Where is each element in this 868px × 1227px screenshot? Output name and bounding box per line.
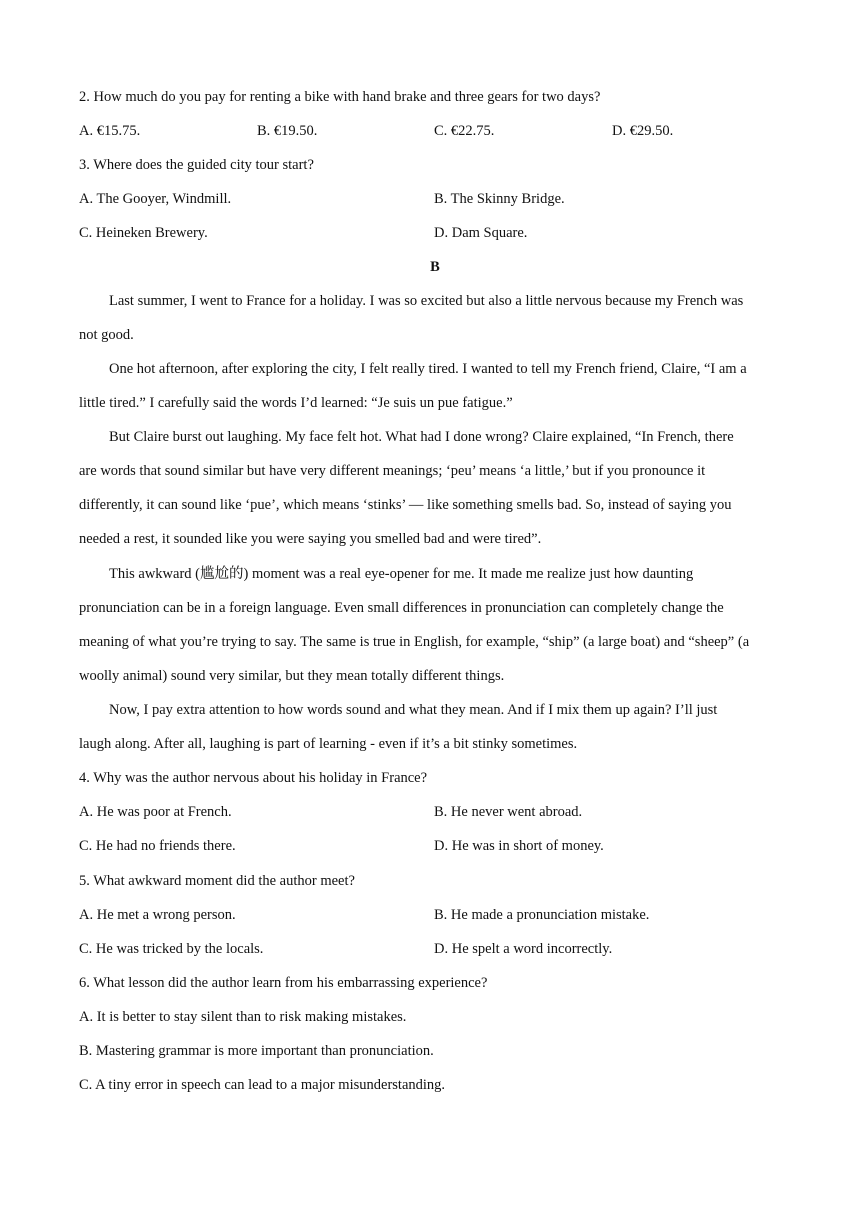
passage-line: One hot afternoon, after exploring the city, I felt really tired. I wanted to tell my French friend, Claire, “I am a (109, 361, 747, 377)
q5-option-a: A. He met a wrong person. (79, 907, 236, 923)
passage-line: Last summer, I went to France for a holiday. I was so excited but also a little nervous because my French was (109, 293, 744, 309)
q3-option-d: D. Dam Square. (434, 225, 528, 241)
q4-option-c: C. He had no friends there. (79, 838, 236, 854)
q2-option-a: A. €15.75. (79, 123, 141, 139)
q2-option-b: B. €19.50. (257, 123, 318, 139)
passage-line: Now, I pay extra attention to how words sound and what they mean. And if I mix them up again? I’ll just (109, 702, 718, 718)
passage-line: meaning of what you’re trying to say. The same is true in English, for example, “ship” (a large boat) and “sheep” (a (79, 634, 750, 650)
q6-option-c: C. A tiny error in speech can lead to a major misunderstanding. (79, 1077, 446, 1093)
q3-option-b: B. The Skinny Bridge. (434, 191, 565, 207)
q2-option-c: C. €22.75. (434, 123, 495, 139)
question-3: 3. Where does the guided city tour start? (79, 157, 314, 173)
passage-line: pronunciation can be in a foreign language. Even small differences in pronunciation can completely change the (79, 600, 724, 616)
passage-line: woolly animal) sound very similar, but they mean totally different things. (79, 668, 505, 684)
q5-option-c: C. He was tricked by the locals. (79, 941, 264, 957)
q3-option-a: A. The Gooyer, Windmill. (79, 191, 232, 207)
passage-line: But Claire burst out laughing. My face felt hot. What had I done wrong? Claire explained, “In French, there (109, 429, 734, 445)
q4-option-a: A. He was poor at French. (79, 804, 232, 820)
section-b-heading: B (430, 259, 440, 275)
passage-line: little tired.” I carefully said the words I’d learned: “Je suis un pue fatigue.” (79, 395, 513, 411)
q4-option-d: D. He was in short of money. (434, 838, 604, 854)
passage-line: laugh along. After all, laughing is part of learning - even if it’s a bit stinky sometimes. (79, 736, 578, 752)
q5-option-d: D. He spelt a word incorrectly. (434, 941, 613, 957)
q4-option-b: B. He never went abroad. (434, 804, 583, 820)
question-6: 6. What lesson did the author learn from his embarrassing experience? (79, 975, 488, 991)
q5-option-b: B. He made a pronunciation mistake. (434, 907, 650, 923)
passage-line: This awkward (尴尬的) moment was a real eye-opener for me. It made me realize just how daunting (109, 566, 694, 582)
passage-line: needed a rest, it sounded like you were saying you smelled bad and were tired”. (79, 531, 542, 547)
q6-option-a: A. It is better to stay silent than to risk making mistakes. (79, 1009, 407, 1025)
passage-line: differently, it can sound like ‘pue’, which means ‘stinks’ — like something smells bad. So, instead of saying you (79, 497, 732, 513)
question-5: 5. What awkward moment did the author meet? (79, 873, 355, 889)
q2-option-d: D. €29.50. (612, 123, 674, 139)
question-2: 2. How much do you pay for renting a bike with hand brake and three gears for two days? (79, 89, 601, 105)
passage-line: not good. (79, 327, 134, 343)
question-4: 4. Why was the author nervous about his holiday in France? (79, 770, 428, 786)
passage-line: are words that sound similar but have very different meanings; ‘peu’ means ‘a little,’ but if you pronounce it (79, 463, 706, 479)
q3-option-c: C. Heineken Brewery. (79, 225, 208, 241)
q6-option-b: B. Mastering grammar is more important than pronunciation. (79, 1043, 434, 1059)
